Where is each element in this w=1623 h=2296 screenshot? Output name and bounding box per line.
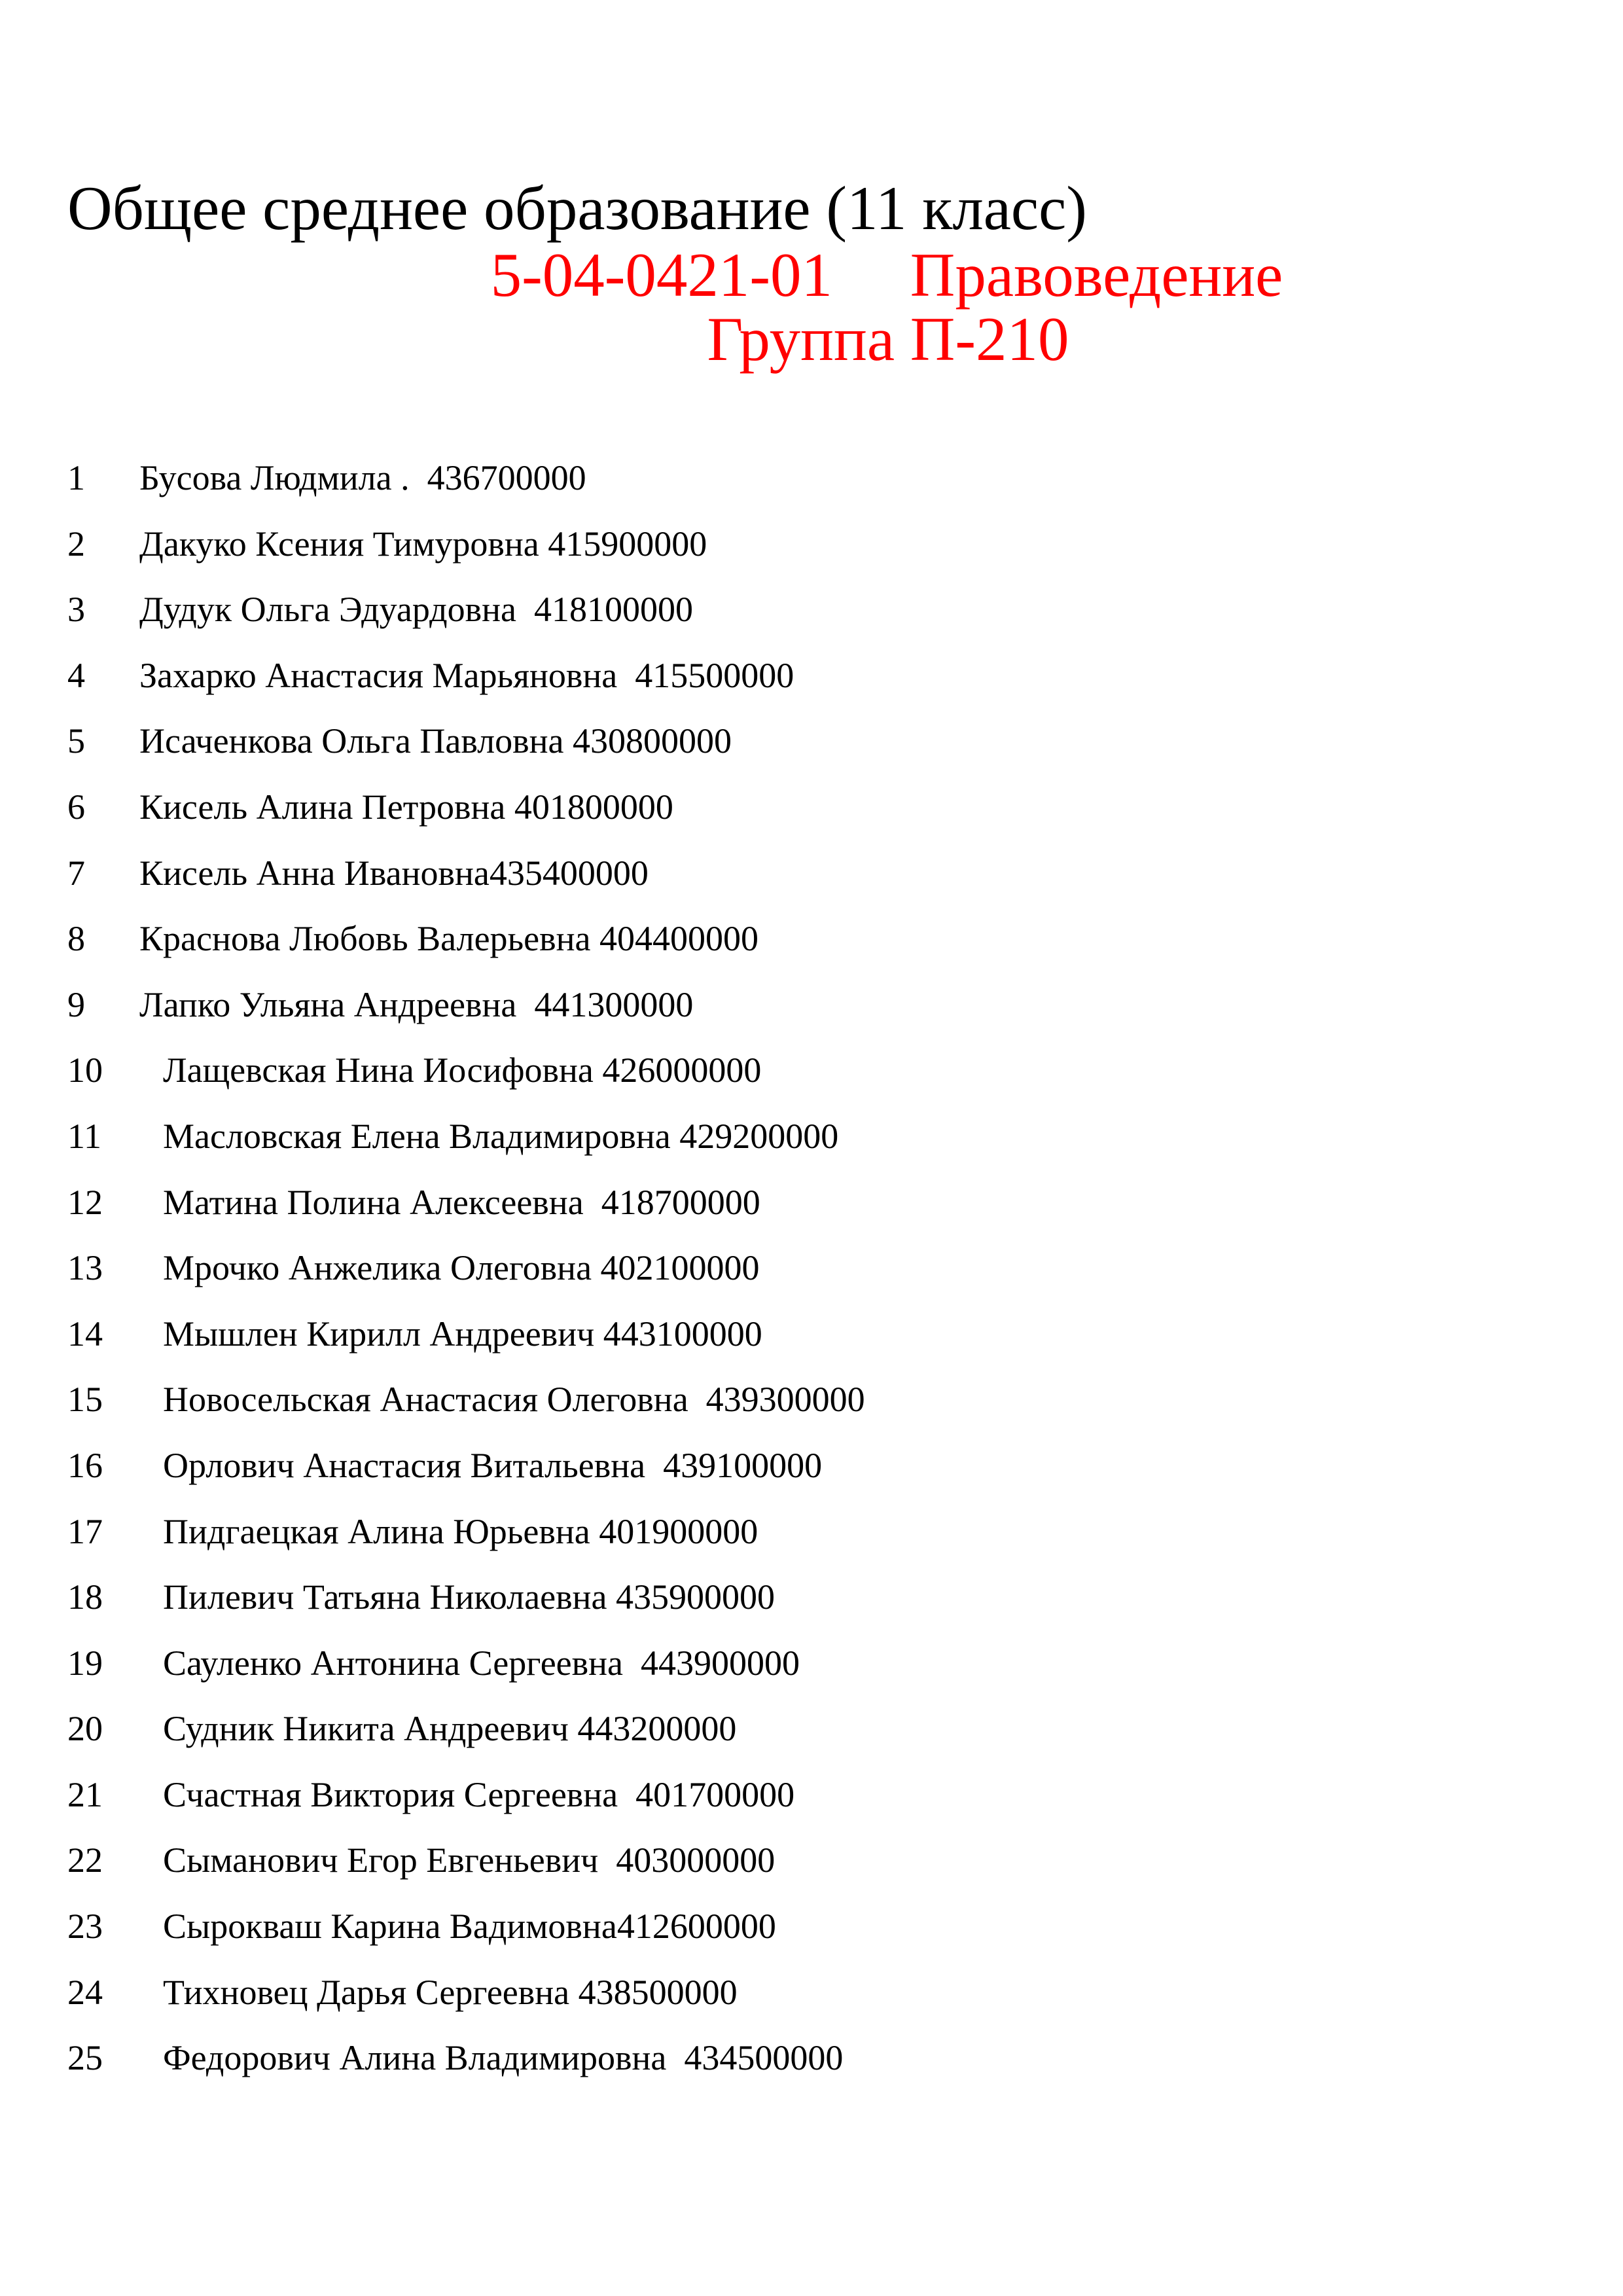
student-name: Сауленко Антонина Сергеевна [163,1643,624,1683]
list-item [67,1840,1573,1907]
list-item [67,590,1573,656]
student-code: 436700000 [427,458,586,497]
student-name: Пидгаецкая Алина Юрьевна [163,1511,590,1551]
list-item [67,1183,1573,1249]
student-code: 401700000 [635,1774,795,1814]
student-name: Мышлен Кирилл Андреевич [163,1314,595,1354]
student-name: Тихновец Дарья Сергеевна [163,1972,570,2012]
student-code: 435900000 [615,1577,775,1617]
row-number: 25 [67,2038,103,2078]
student-name: Лапко Ульяна Андреевна [139,984,517,1024]
student-name: Мрочко Анжелика Олеговна [163,1248,592,1288]
student-code: 439100000 [663,1445,823,1485]
student-code: 443200000 [577,1709,737,1749]
list-item [67,787,1573,853]
list-item [67,656,1573,722]
list-item [67,853,1573,920]
student-name: Кисель Анна Ивановна [139,853,490,893]
row-number: 11 [67,1116,101,1156]
student-code: 430800000 [572,721,732,761]
row-number: 14 [67,1314,103,1354]
student-code: 435400000 [489,853,649,893]
row-number: 2 [67,524,85,564]
row-number: 13 [67,1248,103,1288]
list-item [67,458,1573,524]
student-name: Дудук Ольга Эдуардовна [139,590,516,630]
student-list [67,458,1573,2104]
row-number: 15 [67,1380,103,1420]
list-item [67,1643,1573,1710]
student-code: 415500000 [635,655,794,695]
student-name: Пилевич Татьяна Николаевна [163,1577,607,1617]
list-item [67,1577,1573,1643]
student-code: 426000000 [602,1050,762,1090]
list-item [67,2038,1573,2104]
student-code: 441300000 [534,984,694,1024]
student-name: Исаченкова Ольга Павловна [139,721,564,761]
student-name: Масловская Елена Владимировна [163,1116,671,1156]
list-item [67,985,1573,1051]
row-number: 19 [67,1643,103,1683]
student-name: Захарко Анастасия Марьяновна [139,655,618,695]
row-number: 23 [67,1907,103,1946]
row-number: 16 [67,1445,103,1485]
student-code: 403000000 [616,1840,776,1880]
student-name: Дакуко Ксения Тимуровна [139,524,539,564]
list-item [67,1117,1573,1183]
student-name: Бусова Людмила . [139,458,410,497]
list-item [67,524,1573,590]
student-name: Матина Полина Алексеевна [163,1182,584,1222]
group-name: Группа П-210 [707,304,1069,374]
student-code: 415900000 [548,524,707,564]
student-name: Новосельская Анастасия Олеговна [163,1380,688,1420]
student-code: 443900000 [641,1643,800,1683]
row-number: 17 [67,1511,103,1551]
student-code: 402100000 [600,1248,760,1288]
student-name: Сыманович Егор Евгеньевич [163,1840,599,1880]
student-name: Кисель Алина Петровна [139,787,506,827]
row-number: 5 [67,721,85,761]
student-code: 443100000 [603,1314,762,1354]
list-item [67,1512,1573,1578]
row-number: 10 [67,1050,103,1090]
row-number: 6 [67,787,85,827]
list-item [67,1050,1573,1117]
row-number: 1 [67,458,85,497]
row-number: 22 [67,1840,103,1880]
student-name: Краснова Любовь Валерьевна [139,919,591,959]
list-item [67,1314,1573,1380]
student-code: 439300000 [705,1380,865,1420]
document-title: Общее среднее образование (11 класс) [67,173,1087,243]
list-item [67,919,1573,985]
row-number: 20 [67,1709,103,1749]
student-name: Судник Никита Андреевич [163,1709,569,1749]
row-number: 24 [67,1972,103,2012]
row-number: 21 [67,1774,103,1814]
student-name: Сырокваш Карина Вадимовна [163,1907,617,1946]
list-item [67,721,1573,787]
student-name: Лащевская Нина Иосифовна [163,1050,594,1090]
student-code: 418100000 [534,590,693,630]
student-code: 429200000 [679,1116,839,1156]
row-number: 8 [67,919,85,959]
row-number: 7 [67,853,85,893]
student-code: 401900000 [599,1511,758,1551]
student-code: 434500000 [684,2038,844,2078]
row-number: 12 [67,1182,103,1222]
student-code: 412600000 [616,1907,776,1946]
student-code: 418700000 [601,1182,760,1222]
student-code: 401800000 [514,787,673,827]
student-code: 404400000 [599,919,759,959]
list-item [67,1248,1573,1314]
list-item [67,1973,1573,2039]
row-number: 3 [67,590,85,630]
student-name: Счастная Виктория Сергеевна [163,1774,618,1814]
student-name: Орлович Анастасия Витальевна [163,1445,646,1485]
list-item [67,1380,1573,1446]
row-number: 9 [67,984,85,1024]
row-number: 18 [67,1577,103,1617]
student-name: Федорович Алина Владимировна [163,2038,667,2078]
program-code-and-name: 5-04-0421-01 Правоведение [490,240,1283,310]
list-item [67,1709,1573,1775]
list-item [67,1446,1573,1512]
list-item [67,1907,1573,1973]
student-code: 438500000 [578,1972,738,2012]
list-item [67,1775,1573,1841]
row-number: 4 [67,655,85,695]
